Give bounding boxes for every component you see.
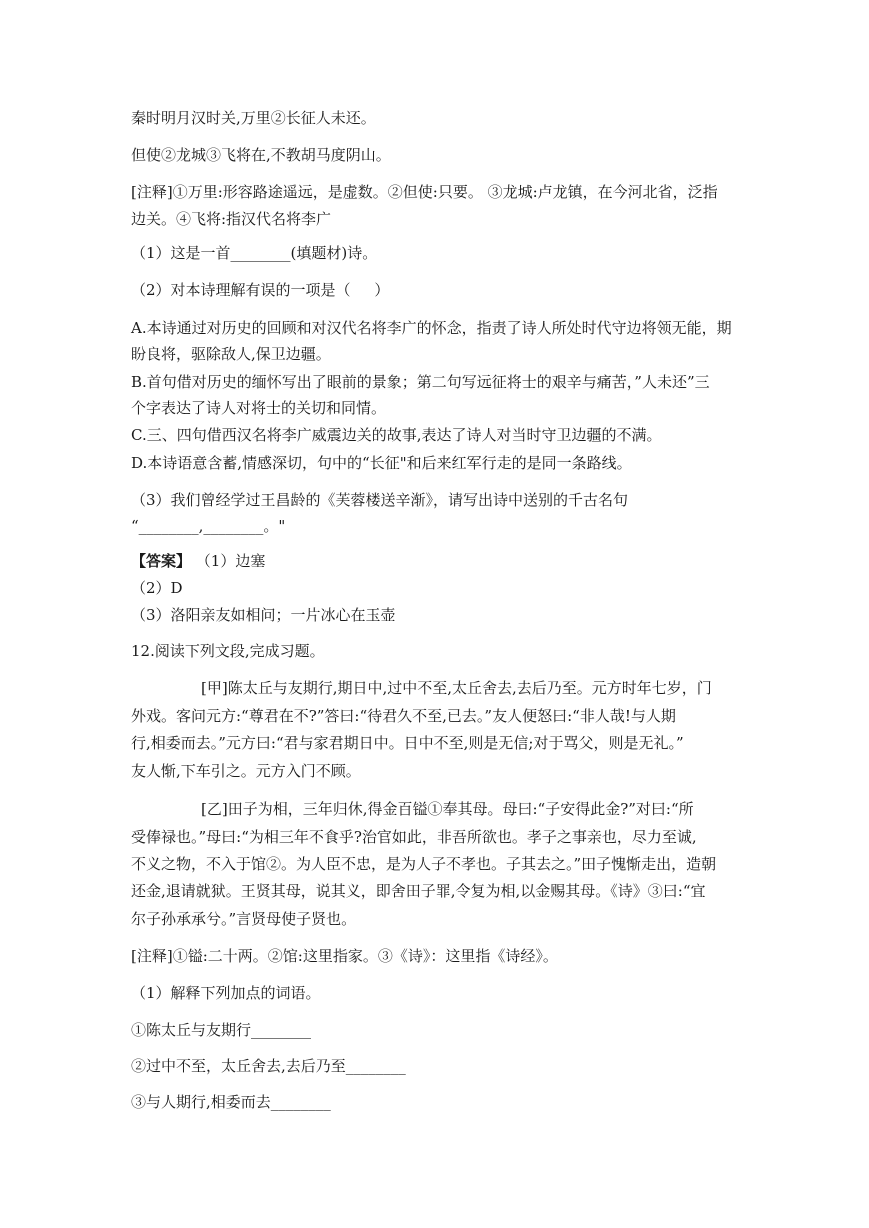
passage-yi-line-4: 还金,退请就狱。王贤其母，说其义，即舍田子罪,令复为相,以金赐其母。《诗》③曰:“宜 xyxy=(131,882,706,900)
question-11-part-3-line-1: （3）我们曾经学过王昌龄的《芙蓉楼送辛渐》，请写出诗中送别的千古名句 xyxy=(131,491,629,509)
question-12-item-2: ②过中不至，太丘舍去,去后乃至________ xyxy=(131,1057,406,1075)
option-c: C.三、四句借西汉名将李广威震边关的故事,表达了诗人对当时守卫边疆的不满。 xyxy=(131,426,662,444)
question-11-part-3-line-2: “________,________。" xyxy=(131,517,286,535)
question-11-part-1: （1）这是一首________(填题材)诗。 xyxy=(131,244,378,262)
passage-yi-line-5: 尔子孙承承兮。”言贤母使子贤也。 xyxy=(131,910,357,928)
option-a-line-2: 盼良将，驱除敌人,保卫边疆。 xyxy=(131,345,331,363)
answer-line-1 xyxy=(131,551,265,571)
question-12-title: 12.阅读下列文段,完成习题。 xyxy=(131,642,325,660)
passage-jia-line-2: 外戏。客问元方:“尊君在不?”答曰:“待君久不至,已去。”友人便怒曰:“非人哉!与人期 xyxy=(131,707,676,725)
answer-1: （1）边塞 xyxy=(191,552,266,570)
passage-yi-line-3: 不义之物，不入于馆②。为人臣不忠，是为人子不孝也。子其去之。”田子愧惭走出，造朝 xyxy=(131,855,717,873)
answer-label: 【答案】 xyxy=(131,552,192,570)
poem-notes-line-2: 边关。④飞将:指汉代名将李广 xyxy=(131,210,332,228)
poem-line-2: 但使②龙城③飞将在,不教胡马度阴山。 xyxy=(131,146,391,164)
passage-notes: [注释]①镒:二十两。②馆:这里指家。③《诗》：这里指《诗经》。 xyxy=(131,947,558,965)
poem-notes-line-1: [注释]①万里:形容路途遥远，是虚数。②但使:只要。 ③龙城:卢龙镇，在今河北省，泛指 xyxy=(131,183,718,201)
option-b-line-1: B.首句借对历史的缅怀写出了眼前的景象；第二句写远征将士的艰辛与痛苦，”人未还”三 xyxy=(131,373,710,391)
question-12-item-3: ③与人期行,相委而去________ xyxy=(131,1093,331,1111)
poem-line-1: 秦时明月汉时关,万里②长征人未还。 xyxy=(131,109,376,127)
question-12-sub-1: （1）解释下列加点的词语。 xyxy=(131,984,321,1002)
passage-jia-line-3: 行,相委而去。”元方曰:“君与家君期日中。日中不至,则是无信;对于骂父，则是无礼。” xyxy=(131,734,684,752)
option-b-line-2: 个字表达了诗人对将士的关切和同情。 xyxy=(131,399,387,417)
passage-jia-line-4: 友人惭,下车引之。元方入门不顾。 xyxy=(131,762,361,780)
passage-jia-line-1: [甲]陈太丘与友期行,期日中,过中不至,太丘舍去,去后乃至。元方时年七岁，门 xyxy=(201,679,712,697)
passage-yi-line-1: [乙]田子为相，三年归休,得金百镒①奉其母。母曰:“子安得此金?”对曰:“所 xyxy=(201,800,694,818)
option-d: D.本诗语意含蓄,情感深切，句中的“长征"和后来红军行走的是同一条路线。 xyxy=(131,454,632,472)
answer-2: （2）D xyxy=(131,579,183,597)
option-a-line-1: A.本诗通过对历史的回顾和对汉代名将李广的怀念，指责了诗人所处时代守边将领无能，期 xyxy=(131,319,732,337)
passage-yi-line-2: 受俸禄也。”母曰:“为相三年不食乎?治官如此，非吾所欲也。孝子之事亲也，尽力至诚, xyxy=(131,828,697,846)
question-11-part-2: （2）对本诗理解有误的一项是（ ） xyxy=(131,281,390,299)
answer-3: （3）洛阳亲友如相问；一片冰心在玉壶 xyxy=(131,606,396,624)
question-12-item-1: ①陈太丘与友期行________ xyxy=(131,1021,312,1039)
